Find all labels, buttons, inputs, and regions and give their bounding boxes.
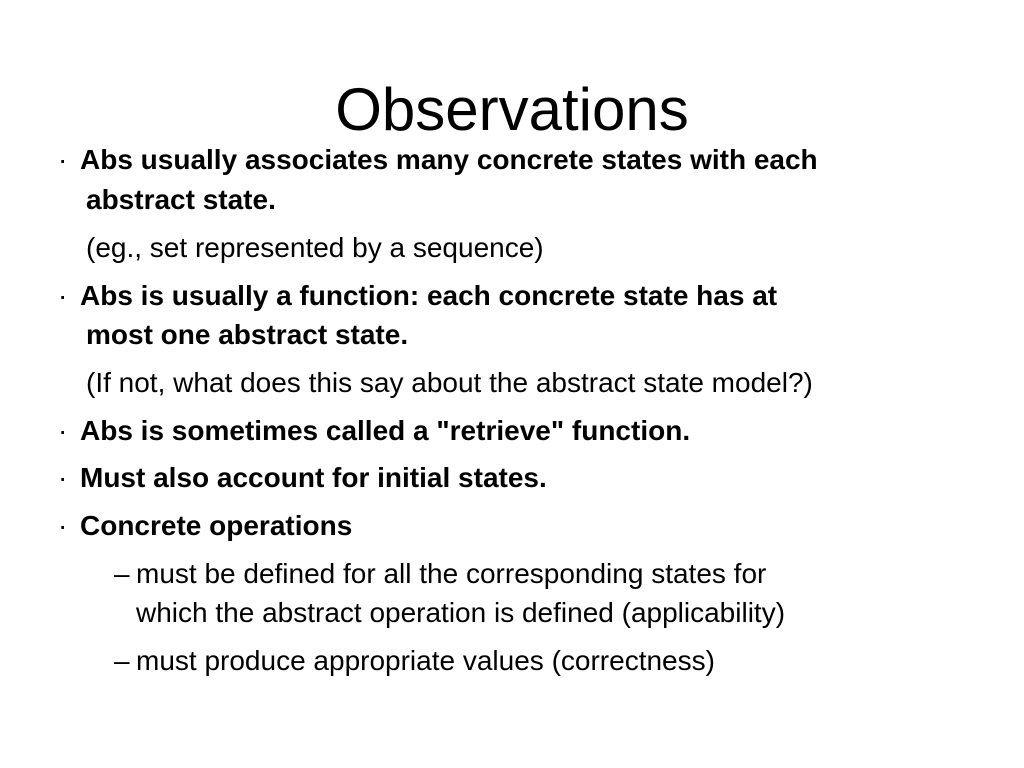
bullet-1-note: (eg., set represented by a sequence) bbox=[86, 232, 544, 263]
sub-bullet-marker: – bbox=[114, 645, 130, 676]
bullet-4: Must also account for initial states. bbox=[80, 462, 547, 493]
bullet-2-note: (If not, what does this say about the abstract state model?) bbox=[86, 367, 813, 398]
bullet-3: Abs is sometimes called a "retrieve" function. bbox=[80, 415, 691, 446]
bullet-2-line-1: Abs is usually a function: each concrete state has at bbox=[80, 280, 778, 311]
bullet-marker: · bbox=[58, 280, 68, 311]
bullet-marker: · bbox=[58, 510, 68, 541]
sub-bullet-2: must produce appropriate values (correctness) bbox=[136, 645, 715, 676]
bullet-5: Concrete operations bbox=[80, 510, 353, 541]
slide-title: Observations bbox=[335, 76, 689, 143]
sub-bullet-1-line-2: which the abstract operation is defined (applicability) bbox=[136, 597, 786, 628]
bullet-marker: · bbox=[58, 415, 68, 446]
bullet-marker: · bbox=[58, 144, 68, 175]
bullet-1-line-2: abstract state. bbox=[86, 184, 276, 215]
sub-bullet-1-line-1: must be defined for all the corresponding states for bbox=[136, 558, 767, 589]
bullet-marker: · bbox=[58, 462, 68, 493]
bullet-1-line-1: Abs usually associates many concrete states with each bbox=[80, 144, 818, 175]
bullet-2-line-2: most one abstract state. bbox=[86, 319, 409, 350]
sub-bullet-marker: – bbox=[114, 558, 130, 589]
